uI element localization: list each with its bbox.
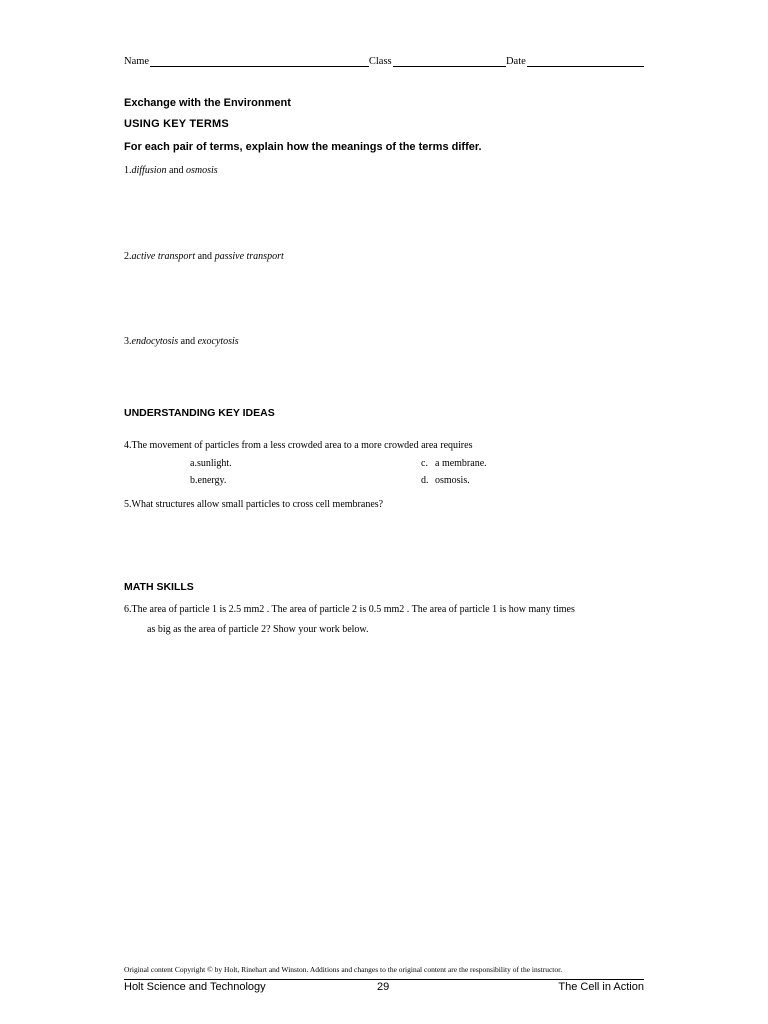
- term: osmosis: [185, 165, 218, 176]
- footer-chapter: The Cell in Action: [558, 981, 644, 993]
- footer-publisher: Holt Science and Technology: [124, 981, 266, 993]
- term: passive transport: [214, 251, 284, 262]
- name-label: Name: [124, 56, 150, 67]
- question-number: 6.: [124, 604, 132, 615]
- question-1: [124, 165, 218, 176]
- question-number: 3.: [124, 336, 132, 347]
- question-number: 4.: [124, 440, 132, 451]
- worksheet-title: Exchange with the Environment: [124, 97, 291, 109]
- question-number: 5.: [124, 499, 132, 510]
- date-blank: [527, 55, 644, 67]
- footer-divider: [124, 979, 644, 980]
- name-blank: [150, 55, 369, 67]
- question-text: The movement of particles from a less crowded area to a more crowded area requires: [131, 440, 473, 451]
- instructions: For each pair of terms, explain how the meanings of the terms differ.: [124, 141, 482, 153]
- question-6-continued: as big as the area of particle 2? Show your work below.: [147, 624, 369, 635]
- section-heading-using-key-terms: USING KEY TERMS: [124, 118, 229, 130]
- option-b: b.energy.: [190, 475, 227, 486]
- section-heading-understanding-key-ideas: UNDERSTANDING KEY IDEAS: [124, 407, 275, 419]
- question-3: [124, 336, 239, 347]
- question-2: [124, 251, 284, 262]
- class-label: Class: [368, 56, 392, 67]
- copyright-notice: Original content Copyright © by Holt, Rinehart and Winston. Additions and changes to the original content are the responsibility of the instructor.: [124, 965, 563, 974]
- question-number: 1.: [124, 165, 132, 176]
- question-text: The area of particle 1 is 2.5 mm2 . The area of particle 2 is 0.5 mm2 . The area of particle 1 is how many times: [131, 604, 575, 615]
- option-c: a membrane.: [435, 458, 487, 469]
- page-number: 29: [377, 981, 390, 993]
- conjunction: and: [195, 251, 215, 262]
- header-fields: [124, 55, 644, 67]
- question-5: [124, 499, 383, 510]
- option-c-letter: c.: [421, 458, 428, 469]
- term: active transport: [131, 251, 196, 262]
- question-text: What structures allow small particles to cross cell membranes?: [131, 499, 384, 510]
- conjunction: and: [166, 165, 186, 176]
- term: endocytosis: [131, 336, 179, 347]
- option-a: a.sunlight.: [190, 458, 232, 469]
- date-label: Date: [505, 56, 526, 67]
- option-d: osmosis.: [435, 475, 470, 486]
- section-heading-math-skills: MATH SKILLS: [124, 581, 194, 593]
- conjunction: and: [178, 336, 198, 347]
- class-blank: [393, 55, 506, 67]
- question-6: [124, 604, 575, 615]
- term: exocytosis: [197, 336, 239, 347]
- term: diffusion: [131, 165, 167, 176]
- question-number: 2.: [124, 251, 132, 262]
- question-4: [124, 440, 472, 451]
- option-d-letter: d.: [421, 475, 429, 486]
